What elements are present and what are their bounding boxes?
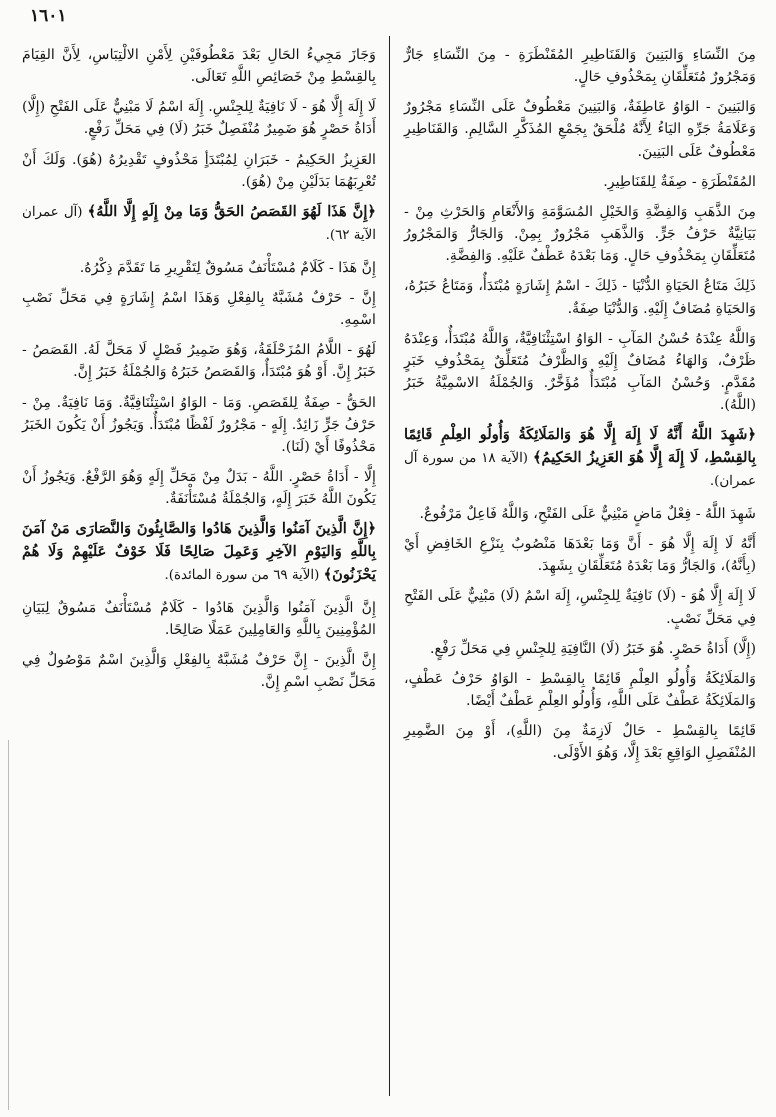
page-number: ١٦٠١ [30, 6, 67, 26]
paragraph: المُقَنْطَرَةِ - صِفَةٌ لِلقَنَاطِيرِ. [603, 173, 756, 190]
paragraph: وَالمَلَائِكَةُ وَأُولُو العِلْمِ قَائِمًا بِالقِسْطِ - الوَاوُ حَرْفُ عَطْفٍ، وَالمَلَائِكَةُ عَطْفٌ عَلَى اللَّهِ، وَأُولُو العِلْمِ عَطْفٌ أَيْضًا. [404, 670, 756, 710]
verse-text: ﴿شَهِدَ اللَّهُ أَنَّهُ لَا إِلَهَ إِلَّا هُوَ وَالمَلَائِكَةُ وَأُولُو العِلْمِ قَائِمًا بِالقِسْطِ، لَا إِلَهَ إِلَّا هُوَ العَزِيزُ الحَكِيمُ﴾ [404, 426, 756, 467]
paragraph: لَهُوَ - اللَّامُ المُزَحْلَقَةُ، وَهُوَ ضَمِيرُ فَصْلٍ لَا مَحَلَّ لَهُ. القَصَصُ - خَبَرُ إِنَّ. أَوْ هُوَ مُبْتَدَأٌ، وَالقَصَصُ خَبَرُهُ وَالجُمْلَةُ خَبَرُ إِنَّ. [22, 342, 376, 381]
column-divider [389, 36, 390, 1096]
paragraph: العَزِيزُ الحَكِيمُ - خَبَرَانِ لِمُبْتَدَأٍ مَحْذُوفٍ تَقْدِيرُهُ (هُوَ). وَلَكَ أَنْ تُعْرِبَهُمَا بَدَلَيْنِ مِنْ (هُوَ). [22, 151, 376, 190]
paragraph: إِلَّا - أَدَاةُ حَصْرٍ. اللَّهُ - بَدَلٌ مِنْ مَحَلِّ إِلَهٍ وَهُوَ الرَّفْعُ. وَيَجُوزُ أَنْ يَكُونَ اللَّهُ خَبَرَ إِلَهٍ، وَالجُمْلَةُ مُسْتَأْنَفَةٌ. [22, 469, 376, 508]
paragraph: (إِلَّا) أَدَاةُ حَصْرٍ. هُوَ خَبَرُ (لَا) النَّافِيَةِ لِلجِنْسِ فِي مَحَلِّ رَفْعٍ. [430, 640, 756, 657]
paragraph: أَنَّهُ لَا إِلَهَ إِلَّا هُوَ - أَنَّ وَمَا بَعْدَهَا مَنْصُوبٌ بِنَزْعِ الخَافِضِ أَيْ (بِأَنَّهُ)، وَالجَارُّ وَمَا بَعْدَهُ مُتَعَلِّقَانِ بِشَهِدَ. [404, 536, 756, 575]
paragraph: مِنَ النِّسَاءِ وَالبَنِينَ وَالقَنَاطِيرِ المُقَنْطَرَةِ - مِنَ النِّسَاءِ جَارٌّ وَمَجْرُورٌ مُتَعَلِّقَانِ بِمَحْذُوفِ حَالٍ. [404, 47, 756, 86]
paragraph: وَجَازَ مَجِيءُ الحَالِ بَعْدَ مَعْطُوفَيْنِ لِأَمْنِ الالْتِبَاسِ، لِأَنَّ القِيَامَ بِالقِسْطِ مِنْ خَصَائِصِ اللَّهِ تَعَالَى. [22, 47, 376, 86]
left-column [22, 44, 376, 701]
verse-quote [404, 424, 756, 493]
verse-quote [22, 201, 376, 247]
paragraph: وَاللَّهُ عِنْدَهُ حُسْنُ المَآبِ - الوَاوُ اسْتِئْنَافِيَّةٌ، وَاللَّهُ مُبْتَدَأٌ، وَعِنْدَهُ ظَرْفٌ، وَالهَاءُ مُضَافٌ إِلَيْهِ وَالظَّرْفُ مُتَعَلِّقٌ بِمَحْذُوفِ خَبَرٍ مُقَدَّمٍ. وَحُسْنُ المَآبِ مُبْتَدَأٌ مُؤَخَّرٌ. وَالجُمْلَةُ الاسْمِيَّةُ خَبَرُ (اللَّهُ). [404, 330, 756, 414]
paragraph: إِنَّ الَّذِينَ آمَنُوا وَالَّذِينَ هَادُوا - كَلَامٌ مُسْتَأْنَفٌ مَسُوقٌ لِبَيَانِ المُؤْمِنِينَ بِاللَّهِ وَالعَامِلِينَ عَمَلًا صَالِحًا. [22, 599, 376, 638]
paragraph: لَا إِلَهَ إِلَّا هُوَ - لَا نَافِيَةٌ لِلجِنْسِ. إِلَهَ اسْمُ لَا مَبْنِيٌّ عَلَى الفَتْحِ (إِلَّا) أَدَاةُ حَصْرٍ هُوَ ضَمِيرٌ مُنْفَصِلٌ خَبَرُ (لَا) فِي مَحَلِّ رَفْعٍ. [22, 99, 376, 138]
right-column [404, 44, 756, 772]
verse-text: ﴿إِنَّ الَّذِينَ آمَنُوا وَالَّذِينَ هَادُوا وَالصَّابِئُونَ وَالنَّصَارَى مَنْ آمَنَ بِاللَّهِ وَاليَوْمِ الآخِرِ وَعَمِلَ صَالِحًا فَلَا خَوْفٌ عَلَيْهِمْ وَلَا هُمْ يَحْزَنُونَ﴾ [22, 520, 376, 583]
paragraph: إِنَّ - حَرْفٌ مُشَبَّهٌ بِالفِعْلِ وَهَذَا اسْمُ إِشَارَةٍ فِي مَحَلِّ نَصْبِ اسْمِهِ. [22, 289, 376, 329]
paragraph: مِنَ الذَّهَبِ وَالفِضَّةِ وَالخَيْلِ المُسَوَّمَةِ وَالأَنْعَامِ وَالحَرْثِ مِنْ - بَيَانِيَّةٌ حَرْفُ جَرٍّ. وَالذَّهَبِ مَجْرُورٌ بِمِنْ. وَالجَارُّ وَالمَجْرُورُ مُتَعَلِّقَانِ بِمَحْذُوفِ حَالٍ. وَمَا بَعْدَهُ عَطْفٌ عَلَيْهِ. وَالفِضَّةِ. [404, 203, 756, 265]
paragraph: ذَلِكَ مَتَاعُ الحَيَاةِ الدُّنْيَا - ذَلِكَ - اسْمُ إِشَارَةٍ مُبْتَدَأٌ، وَمَتَاعُ خَبَرُهُ، وَالحَيَاةِ مُضَافٌ إِلَيْهِ. وَالدُّنْيَا صِفَةٌ. [404, 278, 756, 317]
verse-text: ﴿إِنَّ هَذَا لَهُوَ القَصَصُ الحَقُّ وَمَا مِنْ إِلَهٍ إِلَّا اللَّهُ﴾ [87, 202, 376, 220]
paragraph: وَالبَنِينَ - الوَاوُ عَاطِفَةٌ، وَالبَنِينَ مَعْطُوفٌ عَلَى النِّسَاءِ مَجْرُورٌ وَعَلَامَةُ جَرِّهِ اليَاءُ لِأَنَّهُ مُلْحَقٌ بِجَمْعِ المُذَكَّرِ السَّالِمِ. وَالقَنَاطِيرِ مَعْطُوفٌ عَلَى البَنِينَ. [404, 99, 756, 160]
paragraph: شَهِدَ اللَّهُ - فِعْلٌ مَاضٍ مَبْنِيٌّ عَلَى الفَتْحِ، وَاللَّهُ فَاعِلٌ مَرْفُوعٌ. [419, 505, 756, 522]
paragraph: الحَقُّ - صِفَةٌ لِلقَصَصِ. وَمَا - الوَاوُ اسْتِئْنَافِيَّةٌ. وَمَا نَافِيَةٌ. مِنْ - حَرْفُ جَرٍّ زَائِدٌ. إِلَهٍ - مَجْرُورٌ لَفْظًا مُبْتَدَأٌ. وَيَجُوزُ أَنْ يَكُونَ الخَبَرُ مَحْذُوفًا أَيْ (لَنَا). [22, 394, 376, 455]
verse-quote [22, 518, 376, 586]
paragraph: إِنَّ الَّذِينَ - إِنَّ حَرْفٌ مُشَبَّهٌ بِالفِعْلِ وَالَّذِينَ اسْمٌ مَوْصُولٌ فِي مَحَلِّ نَصْبِ اسْمِ إِنَّ. [22, 652, 376, 691]
verse-reference: (آل عمران الآية ٦٢). [22, 204, 376, 243]
verse-reference: (الآية ١٨ من سورة آل عمران). [404, 451, 756, 490]
margin-line [8, 740, 9, 1110]
verse-reference: (الآية ٦٩ من سورة المائدة). [164, 567, 324, 583]
paragraph: قَائِمًا بِالقِسْطِ - حَالٌ لَازِمَةٌ مِنَ (اللَّهِ)، أَوْ مِنَ الضَّمِيرِ المُنْفَصِلِ الوَاقِعِ بَعْدَ إِلَّا، وَهُوَ الأَوْلَى. [404, 723, 756, 762]
paragraph: إِنَّ هَذَا - كَلَامٌ مُسْتَأْنَفٌ مَسُوقٌ لِتَقْرِيرِ مَا تَقَدَّمَ ذِكْرُهُ. [79, 259, 376, 276]
paragraph: لَا إِلَهَ إِلَّا هُوَ - (لَا) نَافِيَةٌ لِلجِنْسِ، إِلَهَ اسْمُ (لَا) مَبْنِيٌّ عَلَى الفَتْحِ فِي مَحَلِّ نَصْبٍ. [404, 588, 756, 627]
